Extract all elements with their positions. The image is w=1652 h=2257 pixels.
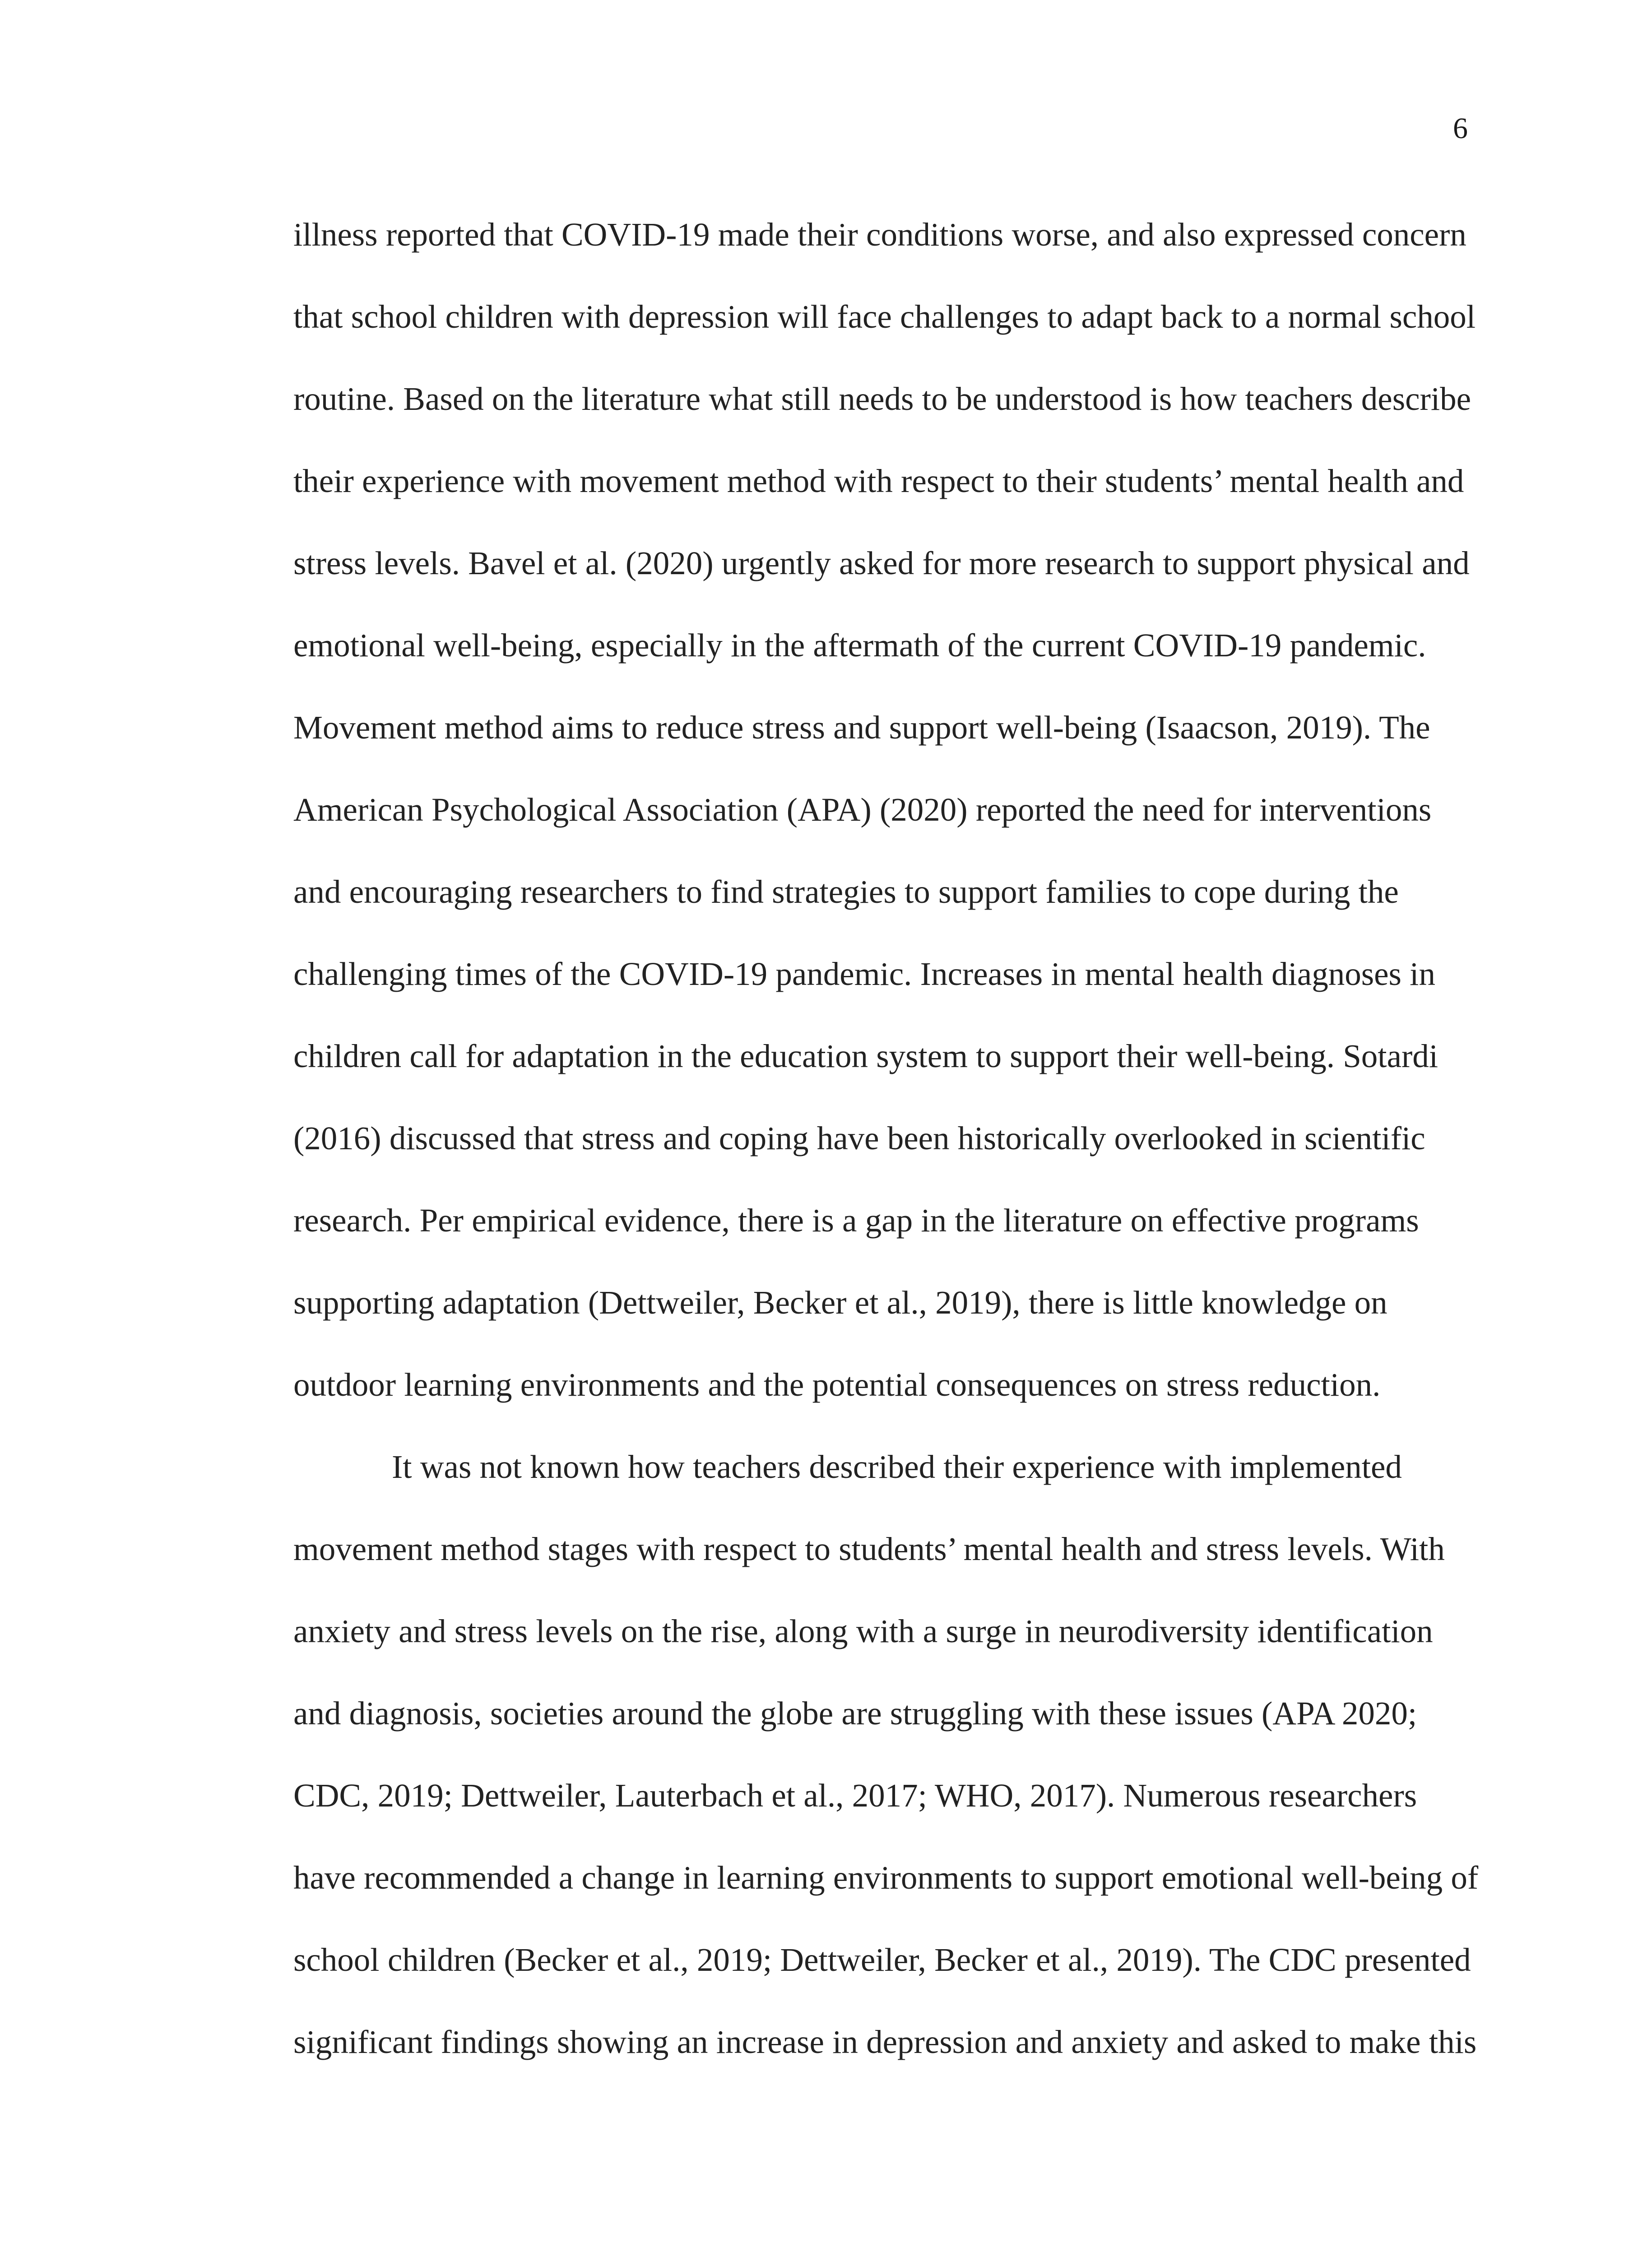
text-line: It was not known how teachers described their experience with implemented (392, 1449, 1402, 1485)
text-line: stress levels. Bavel et al. (2020) urgently asked for more research to support physical and (293, 545, 1470, 581)
text-line: and diagnosis, societies around the globe are struggling with these issues (APA 2020; (293, 1695, 1417, 1732)
text-line: illness reported that COVID-19 made their conditions worse, and also expressed concern (293, 216, 1466, 253)
text-line: CDC, 2019; Dettweiler, Lauterbach et al., 2017; WHO, 2017). Numerous researchers (293, 1777, 1417, 1814)
page-number: 6 (1453, 112, 1468, 145)
text-line: emotional well-being, especially in the aftermath of the current COVID-19 pandemic. (293, 627, 1426, 664)
text-line: school children (Becker et al., 2019; Dettweiler, Becker et al., 2019). The CDC presented (293, 1941, 1471, 1978)
text-line: supporting adaptation (Dettweiler, Becker et al., 2019), there is little knowledge on (293, 1284, 1387, 1321)
text-line: Movement method aims to reduce stress and support well-being (Isaacson, 2019). The (293, 709, 1430, 746)
body-text (293, 212, 1479, 2102)
text-line: American Psychological Association (APA) (2020) reported the need for interventions (293, 791, 1432, 828)
text-line: that school children with depression will face challenges to adapt back to a normal school (293, 298, 1476, 335)
text-line: children call for adaptation in the education system to support their well-being. Sotardi (293, 1038, 1439, 1074)
text-line: their experience with movement method with respect to their students’ mental health and (293, 463, 1464, 499)
text-line: significant findings showing an increase in depression and anxiety and asked to make this (293, 2024, 1477, 2060)
text-line: movement method stages with respect to students’ mental health and stress levels. With (293, 1531, 1445, 1567)
paragraph-1 (293, 212, 1476, 1444)
text-line: routine. Based on the literature what still needs to be understood is how teachers describe (293, 381, 1471, 417)
text-line: challenging times of the COVID-19 pandemic. Increases in mental health diagnoses in (293, 956, 1435, 992)
paragraph-2 (293, 1444, 1479, 2102)
text-line: and encouraging researchers to find strategies to support families to cope during the (293, 873, 1399, 910)
text-line: (2016) discussed that stress and coping have been historically overlooked in scientific (293, 1120, 1425, 1156)
text-line: research. Per empirical evidence, there is a gap in the literature on effective programs (293, 1202, 1419, 1239)
text-line: anxiety and stress levels on the rise, along with a surge in neurodiversity identification (293, 1613, 1433, 1649)
text-line: outdoor learning environments and the potential consequences on stress reduction. (293, 1366, 1381, 1403)
text-line: have recommended a change in learning environments to support emotional well-being of (293, 1859, 1479, 1896)
